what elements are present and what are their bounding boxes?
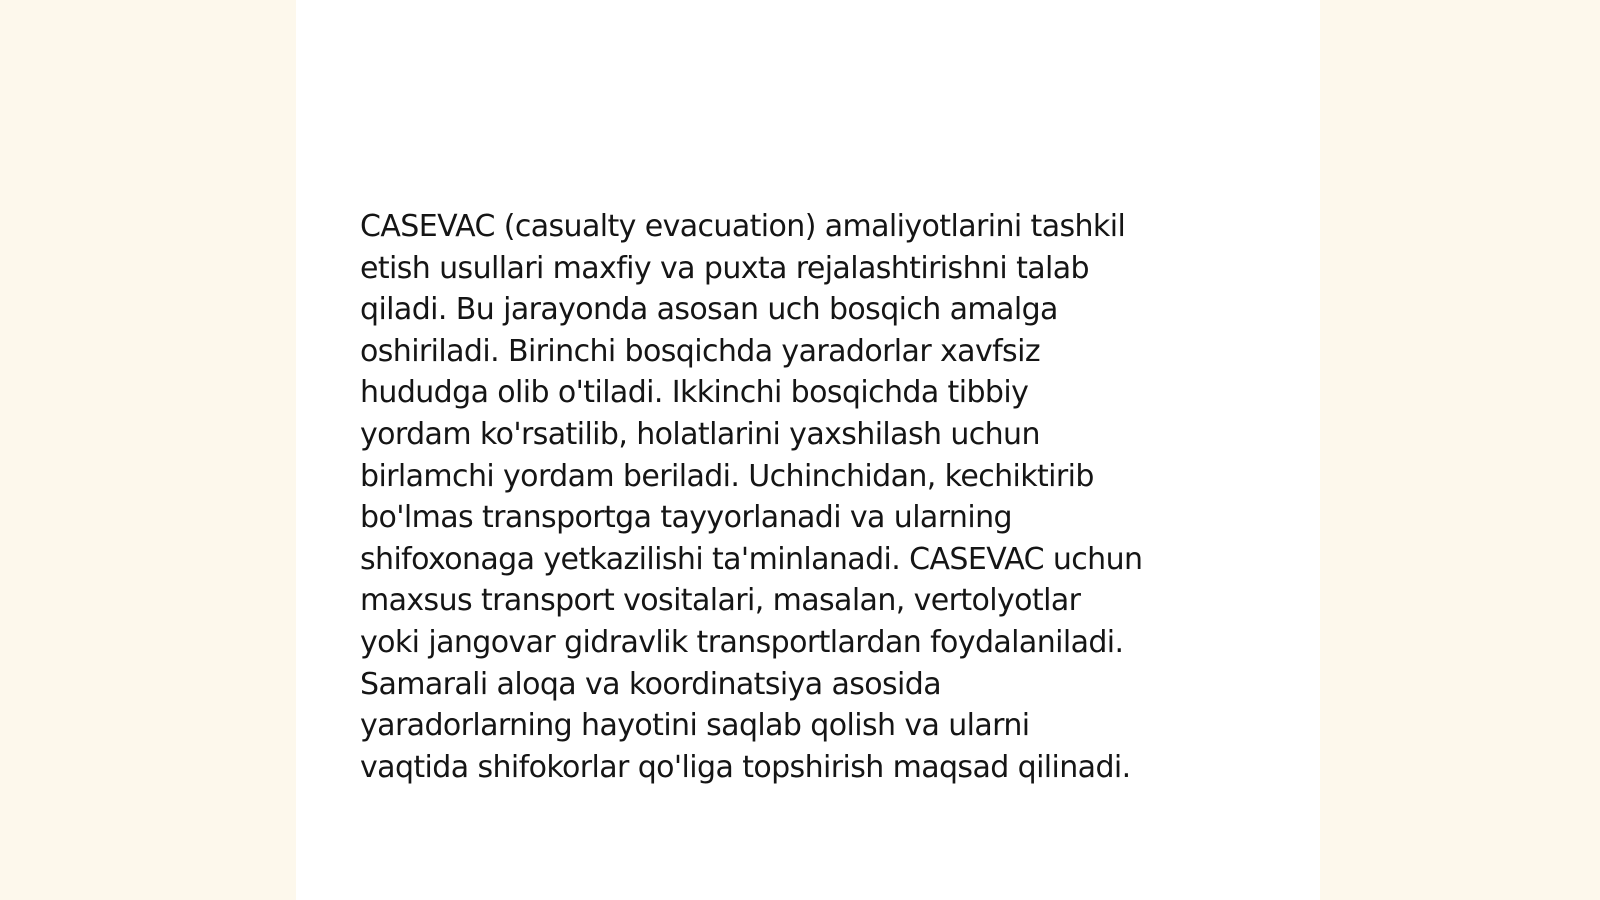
text-line: shifoxonaga yetkazilishi ta'minlanadi. CASEVAC uchun — [360, 541, 1143, 577]
document-page — [296, 0, 1320, 900]
text-line: hududga olib o'tiladi. Ikkinchi bosqichda tibbiy — [360, 375, 1029, 411]
text-line: yoki jangovar gidravlik transportlardan foydalaniladi. — [360, 624, 1124, 660]
text-line: etish usullari maxfiy va puxta rejalashtirishni talab — [360, 250, 1089, 286]
text-line: birlamchi yordam beriladi. Uchinchidan, kechiktirib — [360, 458, 1094, 494]
text-line: maxsus transport vositalari, masalan, vertolyotlar — [360, 583, 1081, 619]
text-line: Samarali aloqa va koordinatsiya asosida — [360, 666, 942, 702]
text-line: qiladi. Bu jarayonda asosan uch bosqich amalga — [360, 292, 1058, 328]
text-line: vaqtida shifokorlar qo'liga topshirish maqsad qilinadi. — [360, 749, 1131, 785]
body-paragraph — [360, 206, 1240, 788]
text-line: CASEVAC (casualty evacuation) amaliyotlarini tashkil — [360, 209, 1126, 244]
text-line: oshiriladi. Birinchi bosqichda yaradorlar xavfsiz — [360, 333, 1040, 369]
text-line: bo'lmas transportga tayyorlanadi va ularning — [360, 500, 1012, 536]
text-line: yaradorlarning hayotini saqlab qolish va ularni — [360, 708, 1030, 744]
text-line: yordam ko'rsatilib, holatlarini yaxshilash uchun — [360, 416, 1040, 452]
